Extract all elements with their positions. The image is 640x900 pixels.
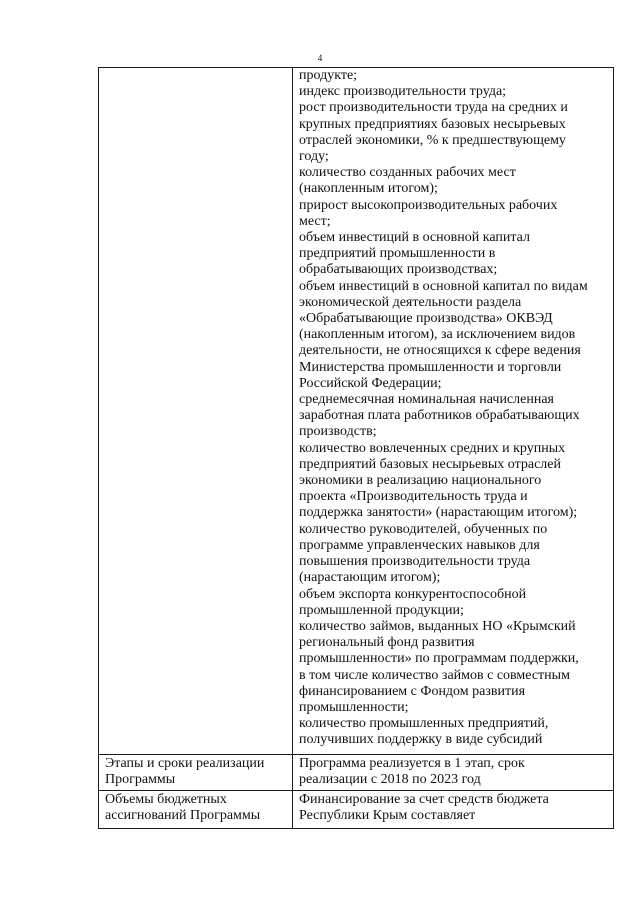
indicator-line: предприятий базовых несырьевых отраслей [299,456,561,472]
indicators-label-cell [99,68,293,755]
indicator-line: производств; [299,424,377,440]
indicator-line: поддержка занятости» (нарастающим итогом); [299,505,578,521]
indicator-line: году; [299,149,329,165]
indicator-line: объем инвестиций в основной капитал по видам [299,278,588,294]
stages-label-cell [99,755,293,791]
budget-value-line: Республики Крым составляет [299,808,476,824]
indicator-line: индекс производительности труда; [299,84,507,100]
indicator-line: мест; [299,213,331,229]
stages-label-line: Программы [105,772,176,788]
indicator-line: экономики в реализацию национального [299,473,542,489]
budget-value-cell [293,791,614,829]
indicator-line: повышения производительности труда [299,554,531,570]
indicator-line: количество промышленных предприятий, [299,716,549,732]
table-row-indicators [99,68,614,755]
indicator-line: количество созданных рабочих мест [299,165,516,181]
indicator-line: региональный фонд развития [299,635,475,651]
stages-value-cell [293,755,614,791]
indicator-line: (накопленным итогом), за исключением видов [299,327,576,343]
indicators-value-cell [293,68,614,755]
indicator-line: Министерства промышленности и торговли [299,359,562,375]
table-row-budget [99,791,614,829]
indicator-line: крупных предприятиях базовых несырьевых [299,116,566,132]
stages-value-line: реализации с 2018 по 2023 год [299,772,481,788]
indicator-line: Российской Федерации; [299,375,442,391]
indicator-line: «Обрабатывающие производства» ОКВЭД [299,311,553,327]
indicator-line: промышленности» по программам поддержки, [299,651,579,667]
budget-value-line: Финансирование за счет средств бюджета [299,792,549,807]
page-number: 4 [317,53,323,63]
stages-label-line: Этапы и сроки реализации [105,756,265,771]
indicator-line: в том числе количество займов с совместным [299,667,570,683]
indicator-line: деятельности, не относящихся к сфере ведения [299,343,581,359]
indicator-line: (накопленным итогом); [299,181,438,197]
indicator-line: финансированием с Фондом развития [299,683,526,699]
budget-label-line: ассигнований Программы [105,808,261,824]
indicator-line: рост производительности труда на средних и [299,100,568,116]
indicator-line: предприятий промышленности в [299,246,496,262]
indicator-line: экономической деятельности раздела [299,294,522,310]
program-passport-table [98,67,614,829]
indicator-line: заработная плата работников обрабатывающих [299,408,580,424]
indicator-line: количество займов, выданных НО «Крымский [299,618,576,634]
indicator-line: промышленной продукции; [299,602,464,618]
budget-label-cell [99,791,293,829]
indicator-line: получивших поддержку в виде субсидий [299,732,543,748]
indicator-line: количество руководителей, обученных по [299,521,548,537]
table-row-stages [99,755,614,791]
budget-label-line: Объемы бюджетных [105,792,227,807]
indicator-line: программе управленческих навыков для [299,537,540,553]
indicator-line: (нарастающим итогом); [299,570,441,586]
indicator-line: промышленности; [299,699,409,715]
indicator-line: количество вовлеченных средних и крупных [299,440,566,456]
indicator-line: обрабатывающих производствах; [299,262,498,278]
indicator-line: среднемесячная номинальная начисленная [299,392,554,408]
indicator-line: объем инвестиций в основной капитал [299,230,530,246]
indicator-line: объем экспорта конкурентоспособной [299,586,527,602]
indicator-line: отраслей экономики, % к предшествующему [299,132,566,148]
indicator-line: продукте; [299,68,358,83]
indicator-line: проекта «Производительность труда и [299,489,528,505]
indicator-line: прирост высокопроизводительных рабочих [299,197,558,213]
stages-value-line: Программа реализуется в 1 этап, срок [299,756,525,771]
